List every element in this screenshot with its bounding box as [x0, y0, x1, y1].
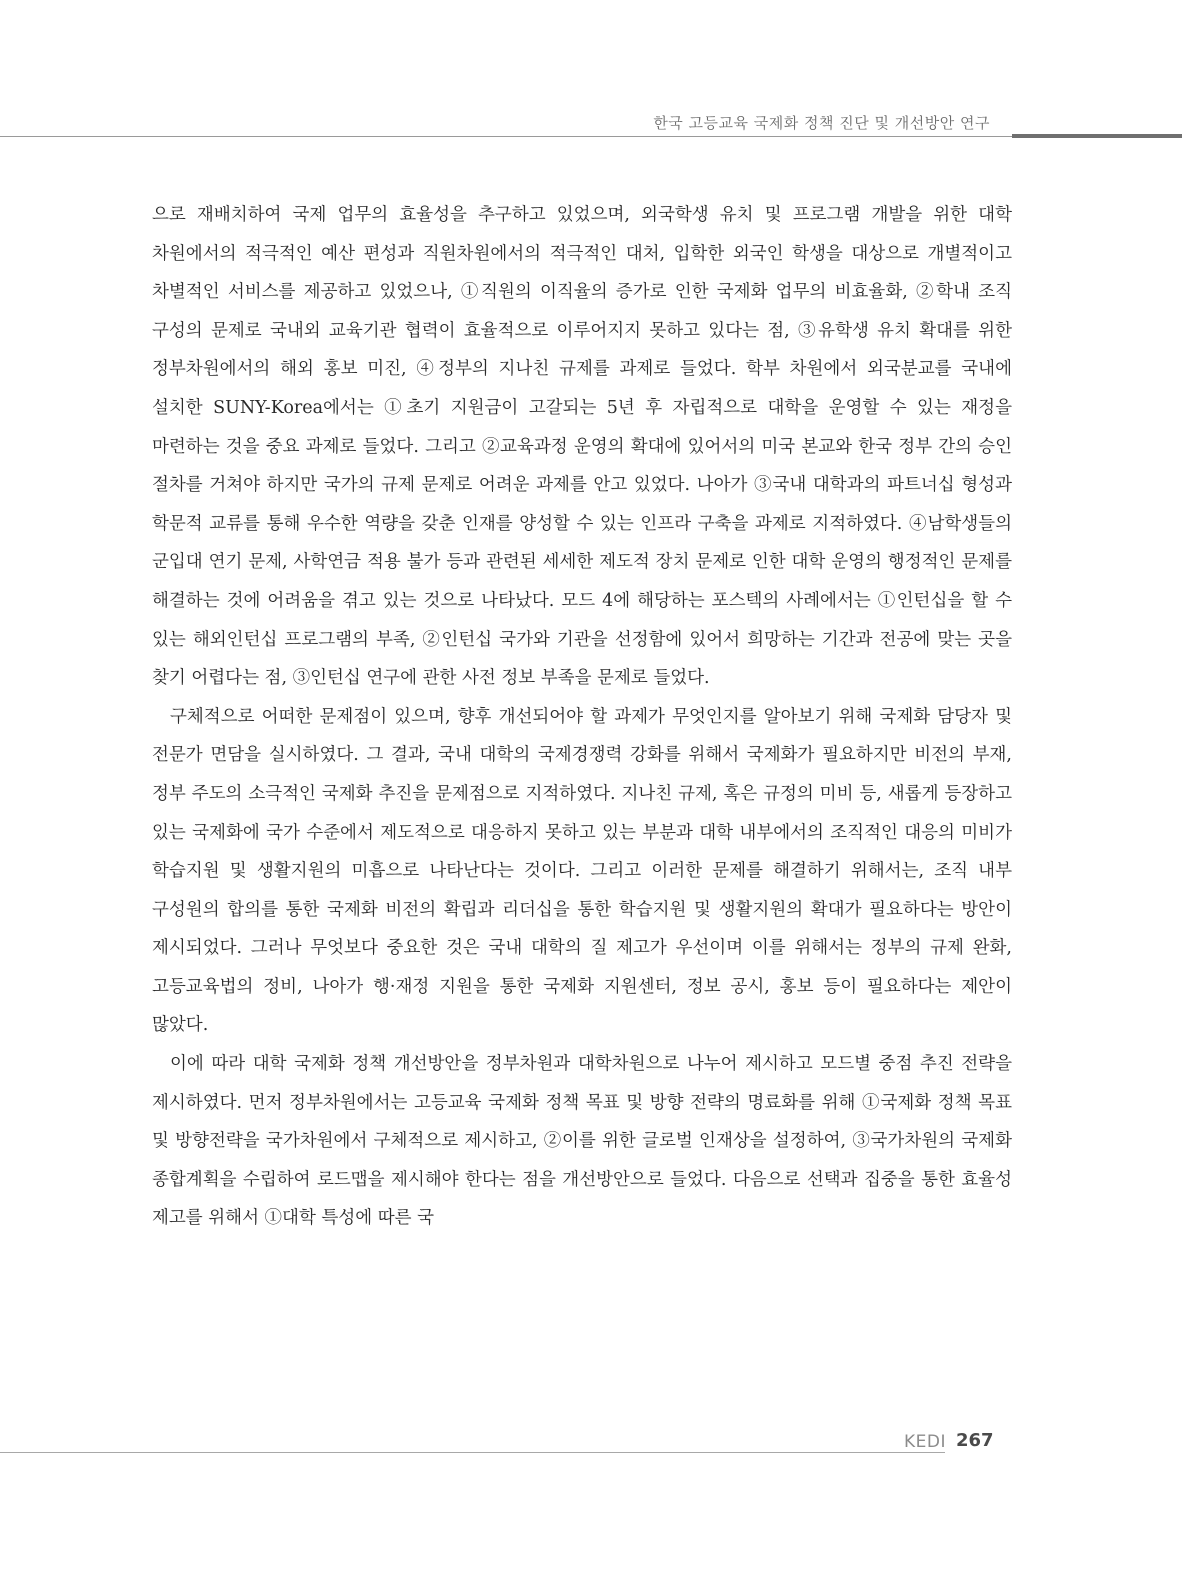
header-rule	[0, 136, 1012, 137]
running-header-title: 한국 고등교육 국제화 정책 진단 및 개선방안 연구	[653, 114, 990, 132]
footer-brand: KEDI	[904, 1432, 946, 1452]
page-number: 267	[956, 1430, 994, 1451]
paragraph-2: 구체적으로 어떠한 문제점이 있으며, 향후 개선되어야 할 과제가 무엇인지를 알아보기 위해 국제화 담당자 및 전문가 면담을 실시하였다. 그 결과, 국내 대학의 국제경쟁력 강화를 위해서 국제화가 필요하지만 비전의 부재, 정부 주도의 소극적인 국제화 추진을 문제점으로 지적하였다. 지나친 규제, 혹은 규정의 미비 등, 새롭게 등장하고 있는 국제화에 국가 수준에서 제도적으로 대응하지 못하고 있는 부분과 대학 내부에서의 조직적인 대응의 미비가 학습지원 및 생활지원의 미흡으로 나타난다는 것이다. 그리고 이러한 문제를 해결하기 위해서는, 조직 내부 구성원의 합의를 통한 국제화 비전의 확립과 리더십을 통한 학습지원 및 생활지원의 확대가 필요하다는 방안이 제시되었다. 그러나 무엇보다 중요한 것은 국내 대학의 질 제고가 우선이며 이를 위해서는 정부의 규제 완화, 고등교육법의 정비, 나아가 행·재정 지원을 통한 국제화 지원센터, 정보 공시, 홍보 등이 필요하다는 제안이 많았다.	[152, 706, 1012, 1036]
paragraph-1: 으로 재배치하여 국제 업무의 효율성을 추구하고 있었으며, 외국학생 유치 및 프로그램 개발을 위한 대학 차원에서의 적극적인 예산 편성과 직원차원에서의 적극적인 대처, 입학한 외국인 학생을 대상으로 개별적이고 차별적인 서비스를 제공하고 있었으나, ①직원의 이직율의 증가로 인한 국제화 업무의 비효율화, ②학내 조직 구성의 문제로 국내외 교육기관 협력이 효율적으로 이루어지지 못하고 있다는 점, ③유학생 유치 확대를 위한 정부차원에서의 해외 홍보 미진, ④정부의 지나친 규제를 과제로 들었다. 학부 차원에서 외국분교를 국내에 설치한 SUNY-Korea에서는 ①초기 지원금이 고갈되는 5년 후 자립적으로 대학을 운영할 수 있는 재정을 마련하는 것을 중요 과제로 들었다. 그리고 ②교육과정 운영의 확대에 있어서의 미국 본교와 한국 정부 간의 승인 절차를 거쳐야 하지만 국가의 규제 문제로 어려운 과제를 안고 있었다. 나아가 ③국내 대학과의 파트너십 형성과 학문적 교류를 통해 우수한 역량을 갖춘 인재를 양성할 수 있는 인프라 구축을 과제로 지적하였다. ④남학생들의 군입대 연기 문제, 사학연금 적용 불가 등과 관련된 세세한 제도적 장치 문제로 인한 대학 운영의 행정적인 문제를 해결하는 것에 어려움을 겪고 있는 것으로 나타났다. 모드 4에 해당하는 포스텍의 사례에서는 ①인턴십을 할 수 있는 해외인턴십 프로그램의 부족, ②인턴십 국가와 기관을 선정함에 있어서 희망하는 기간과 전공에 맞는 곳을 찾기 어렵다는 점, ③인턴십 연구에 관한 사전 정보 부족을 문제로 들었다.	[152, 205, 1012, 689]
paragraph-3: 이에 따라 대학 국제화 정책 개선방안을 정부차원과 대학차원으로 나누어 제시하고 모드별 중점 추진 전략을 제시하였다. 먼저 정부차원에서는 고등교육 국제화 정책 목표 및 방향 전략의 명료화를 위해 ①국제화 정책 목표 및 방향전략을 국가차원에서 구체적으로 제시하고, ②이를 위한 글로벌 인재상을 설정하여, ③국가차원의 국제화 종합계획을 수립하여 로드맵을 제시해야 한다는 점을 개선방안으로 들었다. 다음으로 선택과 집중을 통한 효율성 제고를 위해서 ①대학 특성에 따른 국	[152, 1054, 1012, 1229]
body-text	[152, 196, 1012, 1238]
footer-rule	[0, 1452, 945, 1453]
header-rule-accent	[1012, 134, 1182, 138]
